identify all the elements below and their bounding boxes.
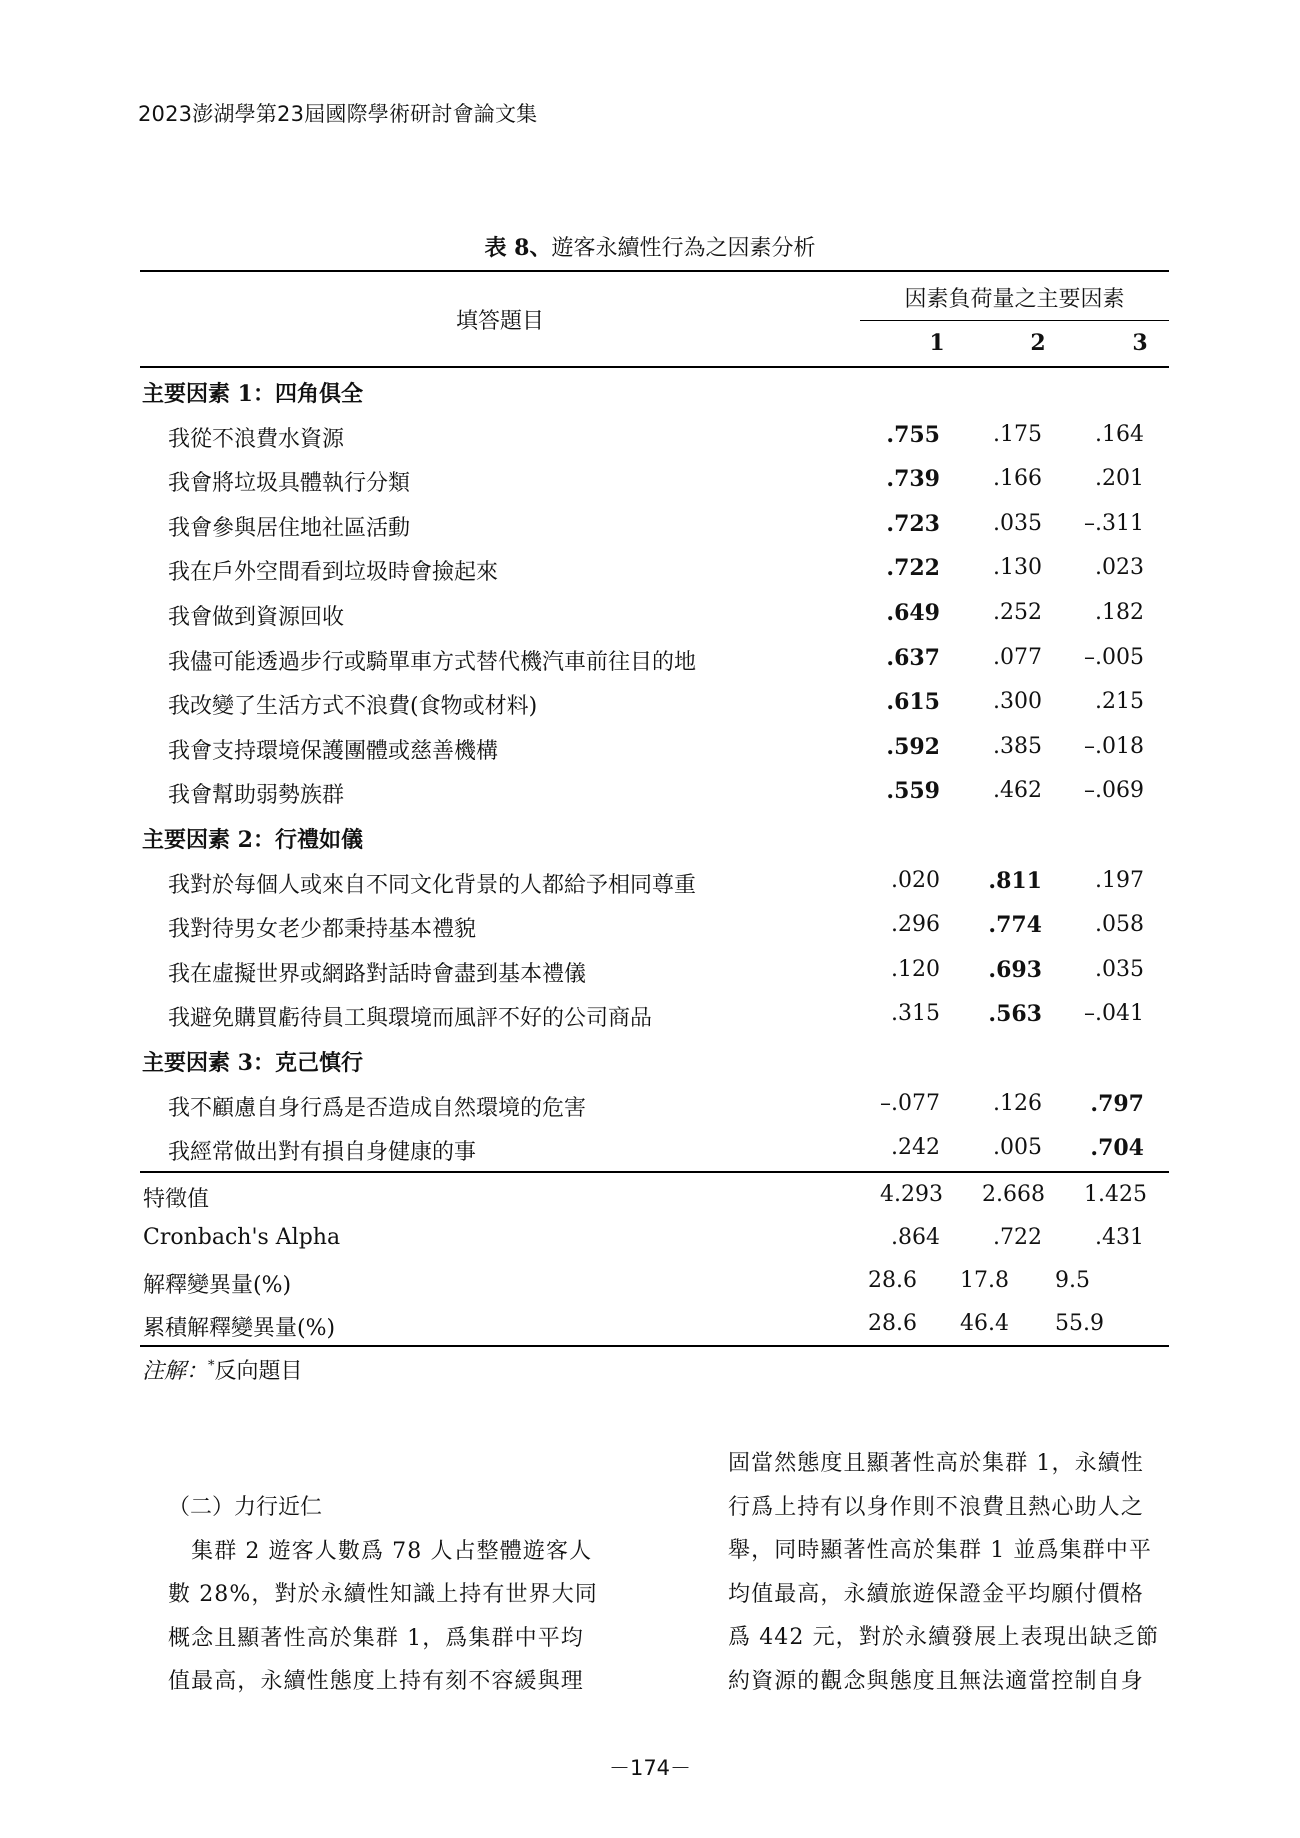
left-column-text [168,1530,628,1704]
stats-label: 特徵值 [143,1186,210,1212]
page-number: －174－ [608,1756,692,1780]
loading-value-factor-3: .058 [1095,912,1144,938]
item-question: 我不顧慮自身行爲是否造成自然環境的危害 [168,1095,587,1121]
item-question: 我避免購買虧待員工與環境而風評不好的公司商品 [168,1006,653,1032]
table-row [140,948,1169,993]
table-body [140,368,1169,1171]
stats-row [140,1216,1169,1259]
table-row [140,546,1169,591]
table-row [140,903,1169,948]
factor-section-row [140,368,1169,413]
stats-label: Cronbach's Alpha [143,1224,341,1250]
paragraph-line: 值最高，永續性態度上持有刻不容緩與理 [168,1669,584,1694]
loading-value-factor-3: –.311 [1084,510,1144,536]
stats-value-factor-2: 2.668 [982,1181,1045,1207]
stats-value-factor-1: 4.293 [880,1181,943,1207]
loading-value-factor-1: .020 [891,867,940,893]
factor-title: 主要因素 1：四角俱全 [142,381,363,407]
factor-analysis-table [140,270,1169,1347]
loading-value-factor-1: .637 [886,644,940,671]
table-caption [0,231,1300,262]
loading-value-factor-1: .559 [886,778,940,805]
loading-value-factor-1: .615 [886,689,940,716]
loading-value-factor-1: .592 [886,733,940,760]
loading-value-factor-2: .175 [993,421,1042,447]
item-question: 我會將垃圾具體執行分類 [168,471,411,497]
factor-title: 主要因素 2：行禮如儀 [142,826,363,853]
loading-value-factor-3: .201 [1095,466,1144,492]
loading-value-factor-3: .197 [1095,867,1144,893]
table-header [140,272,1169,366]
left-column [168,1486,628,1704]
factor-col-3-header: 3 [1132,330,1148,356]
loading-value-factor-3: .035 [1095,956,1144,982]
loading-value-factor-1: .755 [886,421,940,448]
loading-value-factor-3: .215 [1095,689,1144,715]
table-stats [140,1173,1169,1345]
table-row [140,1082,1169,1127]
table-row [140,1126,1169,1171]
item-question: 我會參與居住地社區活動 [168,515,411,541]
loading-value-factor-1: .649 [886,599,940,626]
loading-value-factor-3: –.005 [1084,644,1144,670]
table-row [140,502,1169,547]
factor-col-1-header: 1 [929,330,945,356]
loading-value-factor-2: .811 [988,867,1042,894]
item-question: 我會做到資源回收 [168,604,345,630]
paragraph-line: 舉，同時顯著性高於集群 1 並爲集群中平 [728,1538,1152,1563]
paragraph-line: 集群 2 遊客人數爲 78 人占整體遊客人 [168,1538,593,1564]
loading-value-factor-2: .462 [993,778,1042,804]
table-row [140,725,1169,770]
table-row [140,413,1169,458]
loading-value-factor-3: .182 [1095,599,1144,625]
stats-value-factor-3: .431 [1095,1224,1144,1250]
table-note [142,1354,303,1385]
stats-value-factor-3: 9.5 [1055,1267,1090,1293]
right-column-text [728,1442,1173,1703]
item-question: 我對於每個人或來自不同文化背景的人都給予相同尊重 [168,872,697,898]
table-row [140,859,1169,904]
factor-section-row [140,814,1169,859]
note-prefix: 注解： [142,1359,209,1384]
loading-value-factor-2: .077 [993,644,1042,670]
loading-value-factor-1: .315 [891,1001,940,1027]
factor-header-rule [860,320,1169,321]
stats-value-factor-1: .864 [891,1224,940,1250]
paragraph-line: 爲 442 元，對於永續發展上表現出缺乏節 [728,1625,1160,1650]
stats-value-factor-2: .722 [993,1224,1042,1250]
loading-value-factor-3: .704 [1090,1135,1144,1162]
loading-value-factor-1: .739 [886,466,940,493]
factor-col-2-header: 2 [1030,330,1046,356]
factor-loading-header: 因素負荷量之主要因素 [904,287,1125,312]
stats-value-factor-3: 55.9 [1055,1310,1104,1336]
loading-value-factor-2: .252 [993,599,1042,625]
item-question: 我對待男女老少都秉持基本禮貌 [168,917,477,943]
stats-label: 累積解釋變異量(%) [143,1315,336,1341]
stats-row [140,1302,1169,1345]
item-question: 我改變了生活方式不浪費(食物或材料) [168,694,538,720]
item-question: 我在虛擬世界或網路對話時會盡到基本禮儀 [168,961,587,987]
table-row [140,992,1169,1037]
item-question: 我會幫助弱勢族群 [168,783,345,809]
table-row [140,680,1169,725]
factor-title: 主要因素 3：克己慎行 [142,1049,363,1076]
paragraph-line: 約資源的觀念與態度且無法適當控制自身 [728,1668,1144,1694]
loading-value-factor-3: –.018 [1084,733,1144,759]
table-row [140,636,1169,681]
item-question: 我在戶外空間看到垃圾時會撿起來 [168,560,499,586]
loading-value-factor-2: .693 [988,956,1042,983]
paragraph-line: 固當然態度且顯著性高於集群 1，永續性 [728,1451,1144,1476]
table-row [140,591,1169,636]
stats-value-factor-3: 1.425 [1084,1181,1147,1207]
loading-value-factor-1: .722 [886,555,940,582]
table-caption-number: 表 8、 [484,235,552,261]
loading-value-factor-2: .385 [993,733,1042,759]
loading-value-factor-1: .120 [891,956,940,982]
loading-value-factor-2: .130 [993,555,1042,581]
paragraph-line: 行爲上持有以身作則不浪費且熱心助人之 [728,1494,1144,1520]
table-caption-text: 遊客永續性行為之因素分析 [551,236,816,261]
note-text: 反向題目 [214,1359,303,1384]
loading-value-factor-3: –.069 [1084,778,1144,804]
loading-value-factor-2: .300 [993,689,1042,715]
loading-value-factor-3: .797 [1090,1090,1144,1117]
loading-value-factor-2: .563 [988,1001,1042,1028]
item-question: 我從不浪費水資源 [168,426,345,452]
factor-section-row [140,1037,1169,1082]
stats-value-factor-1: 28.6 [868,1310,917,1336]
stats-row [140,1259,1169,1302]
loading-value-factor-2: .126 [993,1090,1042,1116]
loading-value-factor-3: .164 [1095,421,1144,447]
paragraph-line: 數 28%，對於永續性知識上持有世界大同 [168,1582,598,1607]
loading-value-factor-1: .723 [886,510,940,537]
loading-value-factor-2: .774 [988,912,1042,939]
item-question: 我經常做出對有損自身健康的事 [168,1140,477,1166]
stats-label: 解釋變異量(%) [143,1272,292,1298]
stats-value-factor-2: 17.8 [960,1267,1009,1293]
right-column [728,1442,1173,1703]
question-column-header: 填答題目 [455,309,544,334]
table-row [140,457,1169,502]
loading-value-factor-1: –.077 [880,1090,940,1116]
stats-value-factor-2: 46.4 [960,1310,1009,1336]
paragraph-line: 均值最高，永續旅遊保證金平均願付價格 [728,1581,1144,1607]
stats-value-factor-1: 28.6 [868,1267,917,1293]
running-header: 2023澎湖學第23屆國際學術研討會論文集 [138,102,538,126]
loading-value-factor-1: .242 [891,1135,940,1161]
item-question: 我儘可能透過步行或騎單車方式替代機汽車前往目的地 [168,649,697,675]
note-mark: * [208,1358,215,1374]
loading-value-factor-3: .023 [1095,555,1144,581]
loading-value-factor-2: .005 [993,1135,1042,1161]
loading-value-factor-2: .166 [993,466,1042,492]
stats-row [140,1173,1169,1216]
loading-value-factor-3: –.041 [1084,1001,1144,1027]
item-question: 我會支持環境保護團體或慈善機構 [168,738,499,764]
loading-value-factor-1: .296 [891,912,940,938]
loading-value-factor-2: .035 [993,510,1042,536]
paragraph-line: 概念且顯著性高於集群 1，爲集群中平均 [168,1625,584,1651]
table-row [140,769,1169,814]
table-bottom-rule [140,1345,1169,1347]
section-subheading: （二）力行近仁 [168,1495,323,1520]
